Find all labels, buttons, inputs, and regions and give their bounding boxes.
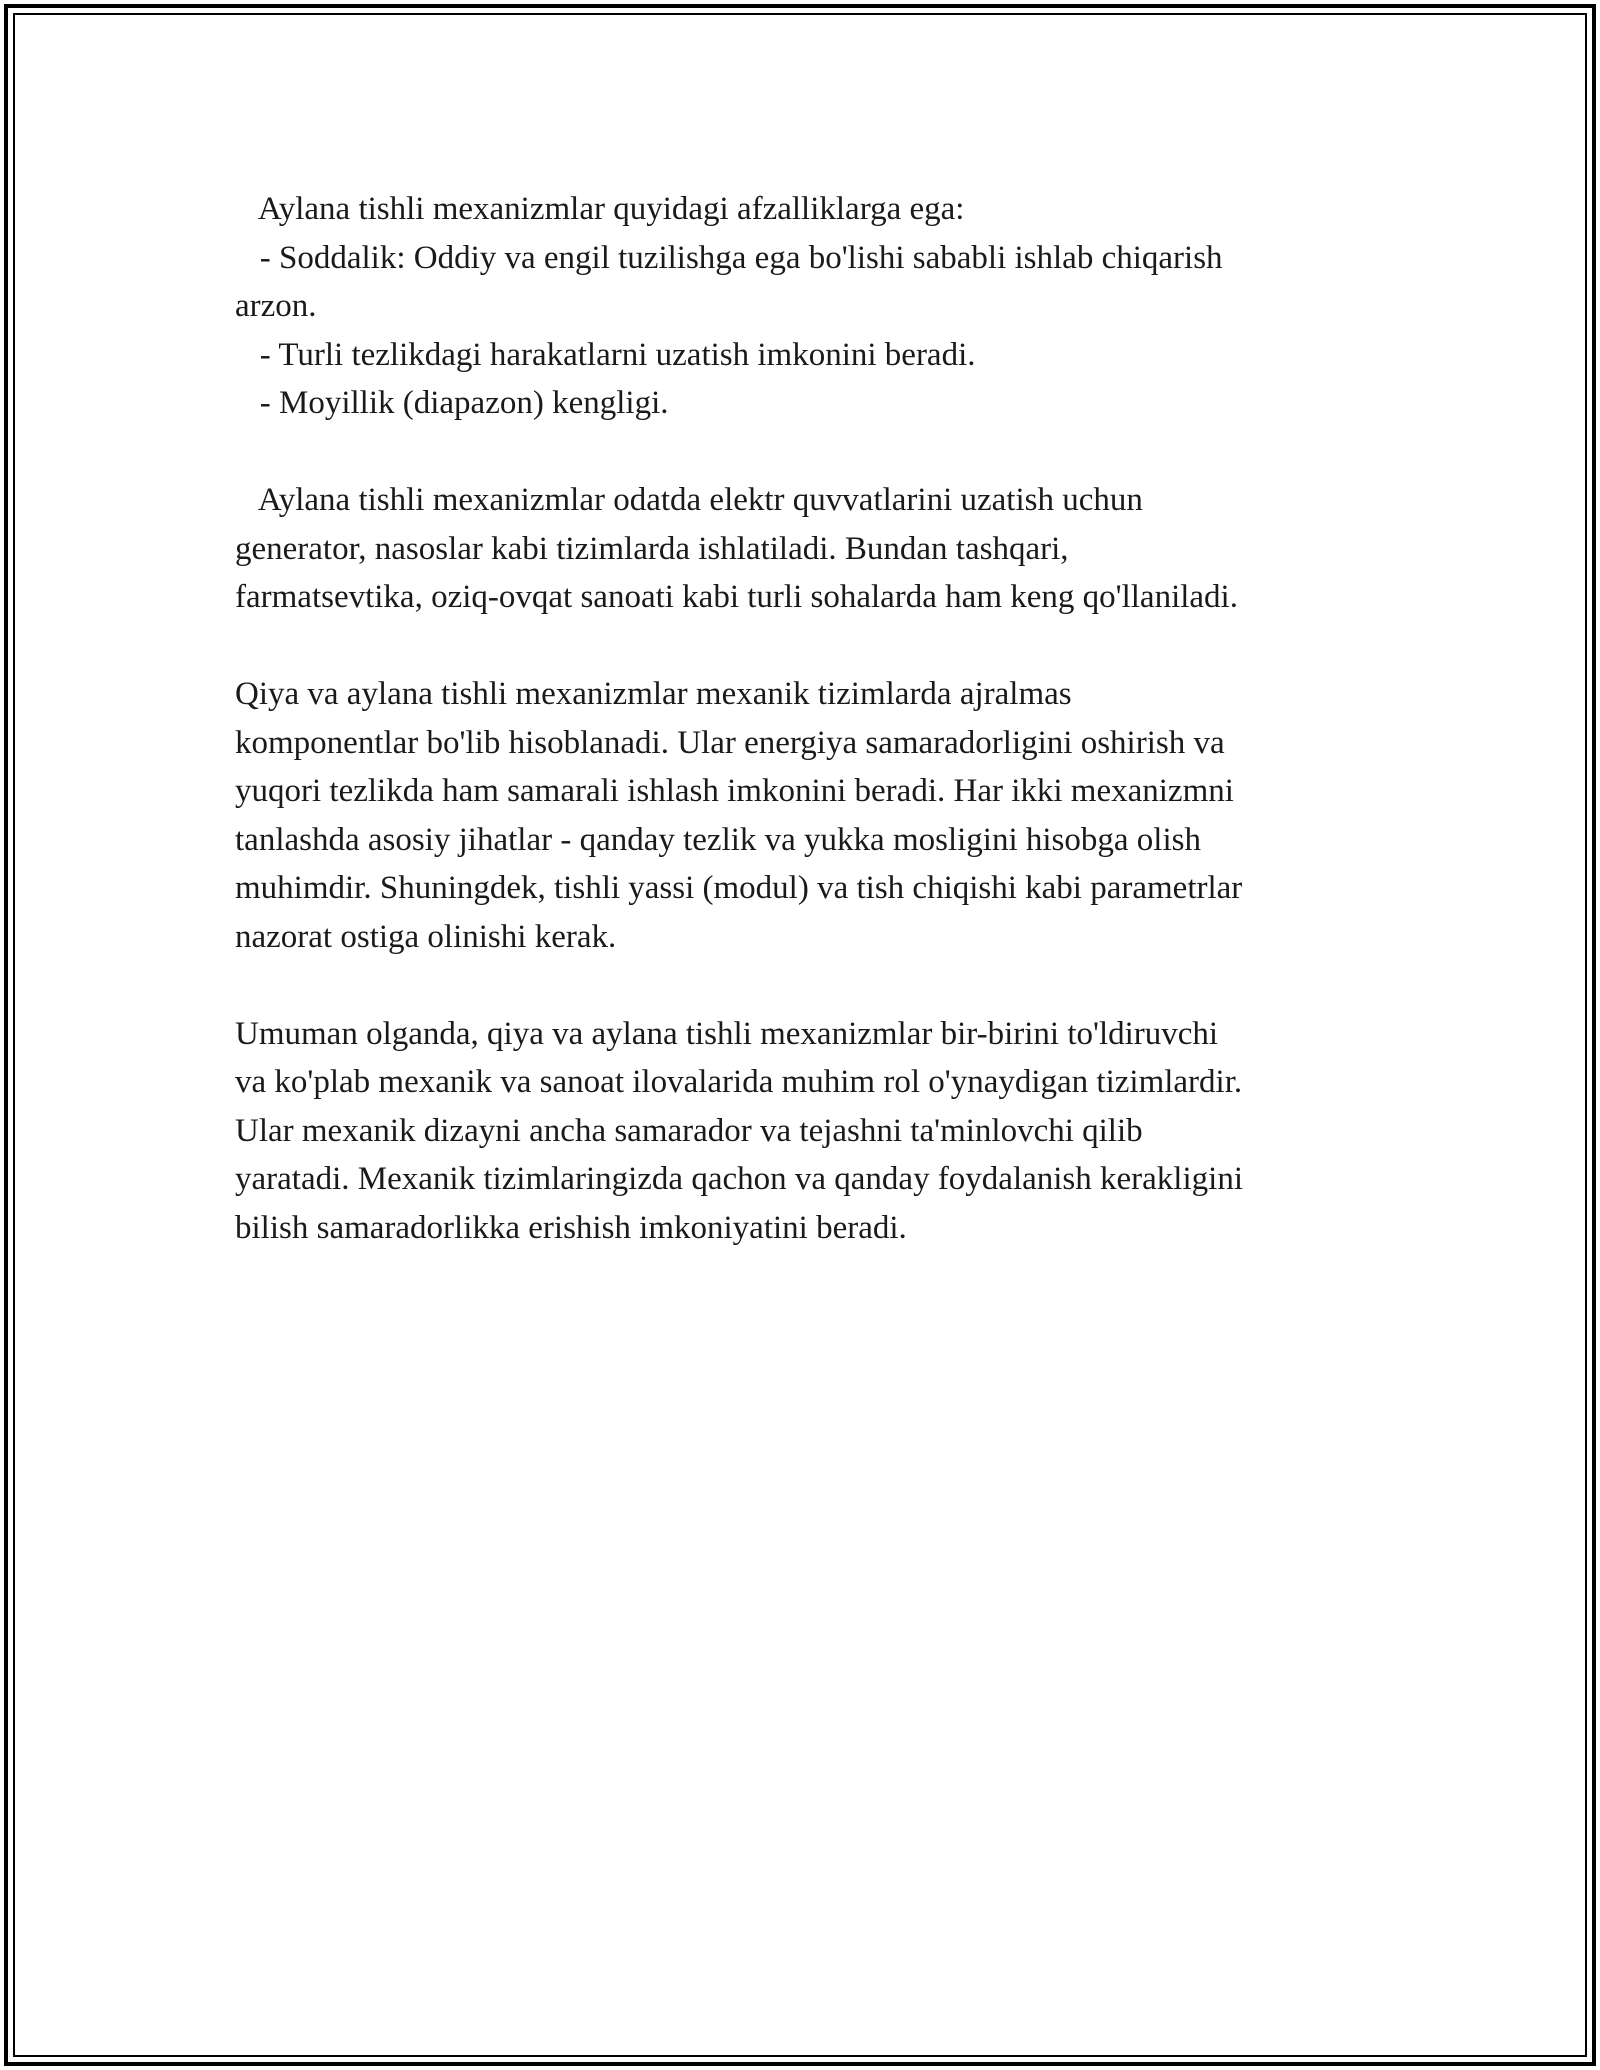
text-line: farmatsevtika, oziq-ovqat sanoati kabi turli sohalarda ham keng qo'llaniladi. [235,579,1238,615]
text-line: arzon. [235,288,317,324]
text-line: Qiya va aylana tishli mexanizmlar mexanik tizimlarda ajralmas [235,676,1072,712]
text-line: Umuman olganda, qiya va aylana tishli mexanizmlar bir-birini to'ldiruvchi [235,1015,1219,1052]
text-line: bilish samaradorlikka erishish imkoniyatini beradi. [235,1209,907,1246]
paragraph-components [235,670,1365,961]
paragraph-spacer [235,428,1365,477]
text-line: Aylana tishli mexanizmlar quyidagi afzalliklarga ega: [235,191,965,227]
text-line: yuqori tezlikda ham samarali ishlash imkonini beradi. Har ikki mexanizmni [235,773,1234,809]
text-line: generator, nasoslar kabi tizimlarda ishlatiladi. Bundan tashqari, [235,530,1069,567]
paragraph-usage [235,476,1365,622]
paragraph-spacer [235,961,1365,1010]
text-line: va ko'plab mexanik va sanoat ilovalarida muhim rol o'ynaydigan tizimlardir. [235,1064,1243,1100]
text-line: Aylana tishli mexanizmlar odatda elektr quvvatlarini uzatish uchun [235,482,1143,518]
text-line: muhimdir. Shuningdek, tishli yassi (modul) va tish chiqishi kabi parametrlar [235,870,1243,906]
text-line: yaratadi. Mexanik tizimlaringizda qachon va qanday foydalanish kerakligini [235,1161,1243,1197]
paragraph-advantages [235,185,1365,428]
text-line: Ular mexanik dizayni ancha samarador va tejashni ta'minlovchi qilib [235,1112,1143,1149]
text-line: nazorat ostiga olinishi kerak. [235,918,617,955]
text-line: - Moyillik (diapazon) kengligi. [235,385,669,421]
paragraph-conclusion [235,1010,1365,1253]
text-line: - Soddalik: Oddiy va engil tuzilishga ega bo'lishi sababli ishlab chiqarish [235,239,1223,276]
document-body [235,185,1365,1252]
text-line: tanlashda asosiy jihatlar - qanday tezlik va yukka mosligini hisobga olish [235,821,1201,858]
text-line: komponentlar bo'lib hisoblanadi. Ular energiya samaradorligini oshirish va [235,724,1225,761]
paragraph-spacer [235,622,1365,671]
text-line: - Turli tezlikdagi harakatlarni uzatish imkonini beradi. [235,336,976,373]
